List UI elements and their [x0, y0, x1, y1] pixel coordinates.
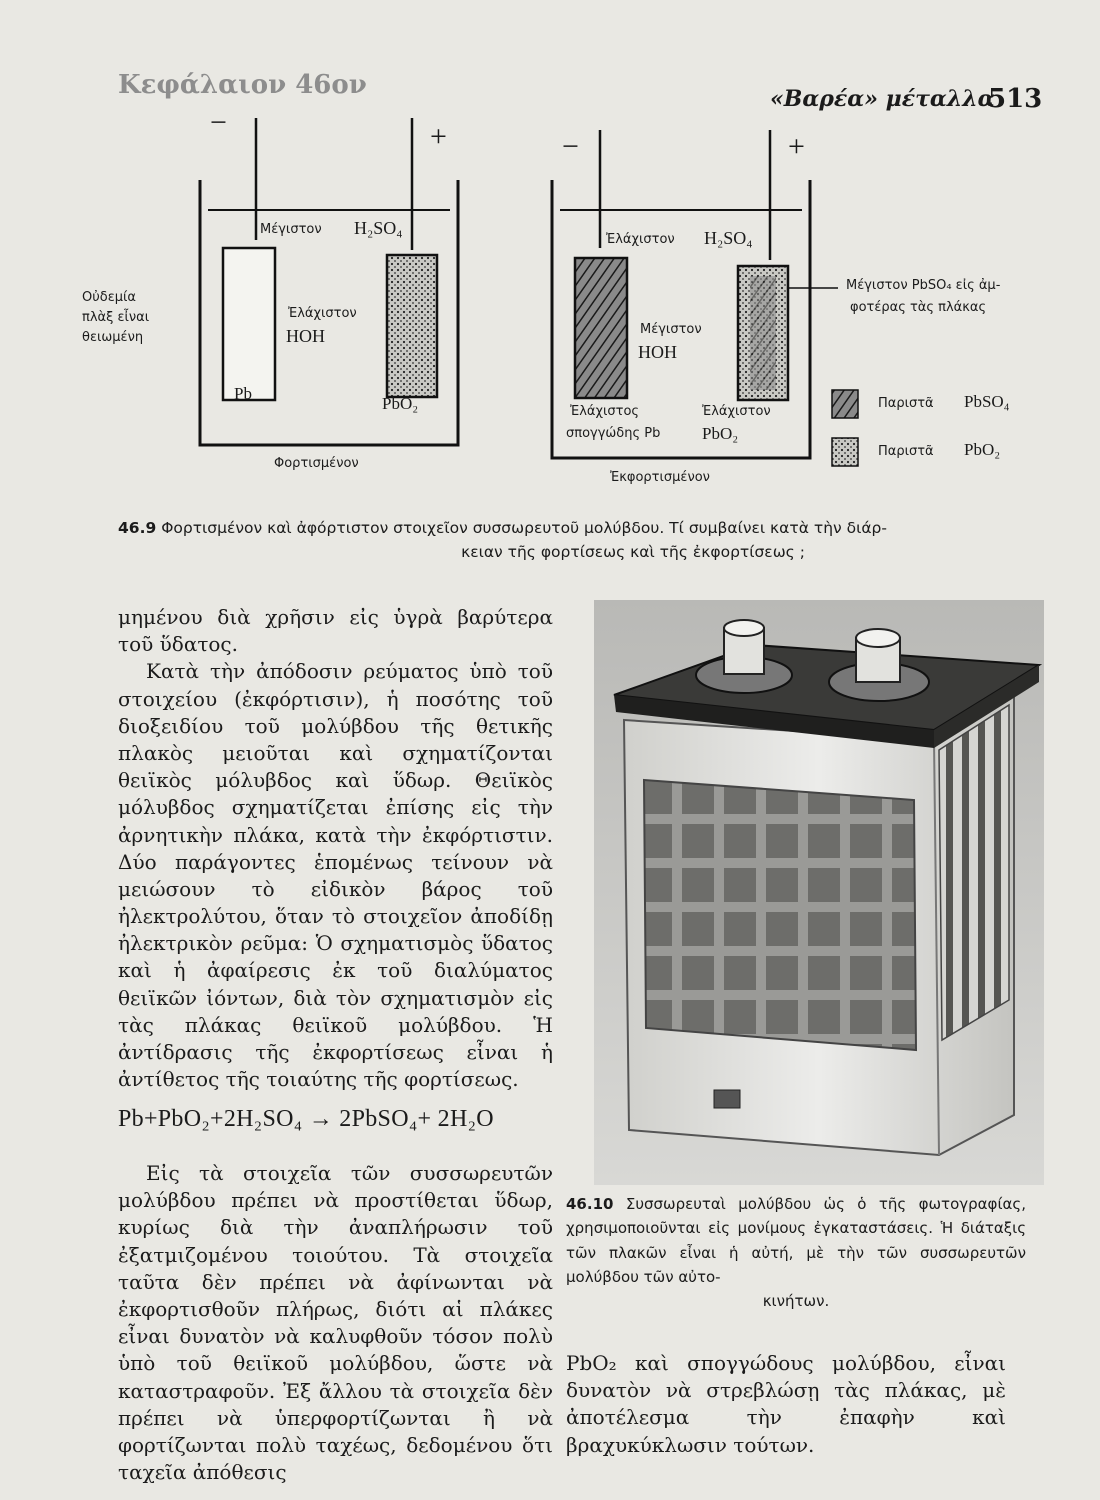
paragraph-continuation: μημένου διὰ χρῆσιν εἰς ὑγρὰ βαρύτερα τοῦ ὕδατος. — [118, 605, 553, 657]
left-side-note-1: Οὐδεμία — [82, 290, 136, 305]
figure-46-9-caption-line-2: κειαν τῆς φορτίσεως καὶ τῆς ἐκφορτίσεως ; — [461, 543, 805, 562]
right-plus-sign: + — [788, 130, 805, 163]
figure-46-9-caption — [118, 516, 1028, 564]
left-cell-state: Φορτισμένον — [274, 456, 359, 471]
left-side-note-3: θειωμένη — [82, 330, 144, 345]
figure-46-9-diagram — [60, 100, 1060, 510]
figure-46-9-number: 46.9 — [118, 519, 157, 537]
legend-swatch-pbso4 — [832, 390, 858, 418]
pbo2-plate — [387, 255, 437, 397]
spongy-pb-plate — [575, 258, 627, 398]
right-min-chem: H₂SO₄ — [704, 228, 753, 248]
left-plus-sign: + — [430, 120, 447, 153]
left-min-chem: HOH — [286, 326, 325, 346]
right-cell-state: Ἐκφορτισμένον — [610, 470, 710, 485]
right-column-text — [566, 1350, 1006, 1459]
chapter-title: Κεφάλαιον 46ον — [118, 70, 367, 100]
right-pos-plate-chem: PbO₂ — [702, 424, 739, 443]
section-title: «Βαρέα» μέταλλα — [770, 86, 995, 112]
figure-46-9-caption-line-1: Φορτισμένον καὶ ἀφόρτιστον στοιχεῖον συσσωρευτοῦ μολύβδου. Τί συμβαίνει κατὰ τὴν διάρ- — [161, 519, 887, 537]
left-max-chem: H₂SO₄ — [354, 218, 403, 238]
figure-46-10-caption — [566, 1192, 1026, 1313]
legend-swatch-pbo2 — [832, 438, 858, 466]
right-max-label: Μέγιστον — [640, 322, 702, 337]
legend-chem-2: PbO₂ — [964, 440, 1001, 459]
right-side-note-2: φοτέρας τὰς πλάκας — [850, 300, 987, 315]
paragraph-maintenance: Εἰς τὰ στοιχεῖα τῶν συσσωρευτῶν μολύβδου πρέπει νὰ προστίθεται ὕδωρ, κυρίως διὰ τὴν ἀναπλήρωσιν τοῦ ἐξατμιζομένου τοιούτου. Τὰ στοιχεῖα ταῦτα δὲν πρέπει νὰ ἀφίνωνται νὰ ἐκφορτισθοῦν πλήρως, διότι αἱ πλάκες εἶναι δυνατὸν νὰ καλυφθοῦν τόσον πολὺ ὑπὸ τοῦ θειϊκοῦ μολύβδου, ὥστε νὰ καταστραφοῦν. Ἐξ ἄλλου τὰ στοιχεῖα δὲν πρέπει νὰ ὑπερφορτίζωνται ἢ νὰ φορτίζωνται πολὺ ταχέως, δεδομένου ὅτι ταχεῖα ἀπόθεσις — [118, 1161, 553, 1485]
left-neg-plate-label: Pb — [234, 384, 252, 403]
legend-label-2: Παριστᾶ — [878, 444, 934, 459]
paragraph-discharge: Κατὰ τὴν ἀπόδοσιν ρεύματος ὑπὸ τοῦ στοιχείου (ἐκφόρτισιν), ἡ ποσότης τοῦ διοξειδίου τοῦ μολύβδου τῆς θετικῆς πλακὸς μειοῦται καὶ σχηματίζονται θειϊκὸς μόλυβδος καὶ ὕδωρ. Θειϊκὸς μόλυβδος σχηματίζεται ἐπίσης εἰς τὴν ἀρνητικὴν πλάκα, κατὰ τὴν ἐκφόρτιστιν. Δύο παράγοντες ἑπομένως τείνουν νὰ μειώσουν τὸ εἰδικὸν βάρος τοῦ ἠλεκτρολύτου, ὅταν τὸ στοιχεῖον ἀποδίδῃ ἠλεκτρικὸν ρεῦμα: Ὁ σχηματισμὸς ὕδατος καὶ ἡ ἀφαίρεσις ἐκ τοῦ διαλύματος θειϊκῶν ἰόντων, διὰ τὸν σχηματισμὸν εἰς τὰς πλάκας θειϊκοῦ μολύβδου. Ἡ ἀντίδρασις τῆς ἐκφορτίσεως εἶναι ἡ ἀντίθετος τῆς τοιαύτης τῆς φορτίσεως. — [118, 659, 553, 1092]
left-minus-sign: − — [210, 106, 227, 139]
right-min-label: Ἐλάχιστον — [606, 232, 675, 247]
left-min-label: Ἐλάχιστον — [288, 306, 357, 321]
legend-chem-1: PbSO₄ — [964, 392, 1010, 411]
paragraph-short-circuit: PbO₂ καὶ σπογγώδους μολύβδου, εἶναι δυνατὸν νὰ στρεβλώσῃ τὰς πλάκας, μὲ ἀποτέλεσμα τὴν ἐπαφὴν καὶ βραχυκύκλωσιν τούτων. — [566, 1351, 1006, 1457]
pb-plate — [223, 248, 275, 400]
legend-label-1: Παριστᾶ — [878, 396, 934, 411]
left-side-note-2: πλὰξ εἶναι — [82, 310, 150, 325]
right-pos-plate-label: Ἐλάχιστον — [702, 404, 771, 419]
figure-46-10-number: 46.10 — [566, 1195, 614, 1213]
right-neg-plate-label-1: Ἐλάχιστος — [570, 404, 640, 419]
battery-photo — [594, 600, 1044, 1185]
discharge-equation: Pb+PbO₂+2H₂SO₄ → 2PbSO₄+ 2H₂O — [118, 1106, 494, 1132]
right-neg-plate-label-2: σπογγώδης Pb — [566, 426, 661, 441]
figure-46-10-caption-text: Συσσωρευταὶ μολύβδου ὡς ὁ τῆς φωτογραφίας, χρησιμοποιοῦνται εἰς μονίμους ἐγκαταστάσεις. Ἡ διάταξις τῶν πλακῶν εἶναι ἡ αὐτή, μὲ τὴν τῶν συσσωρευτῶν μολύβδου τῶν αὐτο- — [566, 1195, 1026, 1286]
lead-accumulator-image — [594, 600, 1044, 1185]
page-number: 513 — [988, 84, 1043, 114]
left-max-label: Μέγιστον — [260, 222, 322, 237]
right-max-chem: HOH — [638, 342, 677, 362]
right-side-note-1: Μέγιστον PbSO₄ εἰς ἀμ- — [846, 278, 1001, 293]
left-column-text-2 — [118, 1160, 553, 1486]
left-column-text — [118, 604, 553, 1093]
right-minus-sign: − — [562, 130, 579, 163]
figure-46-10-caption-last: κινήτων. — [762, 1292, 830, 1311]
left-pos-plate-label: PbO₂ — [382, 394, 419, 413]
